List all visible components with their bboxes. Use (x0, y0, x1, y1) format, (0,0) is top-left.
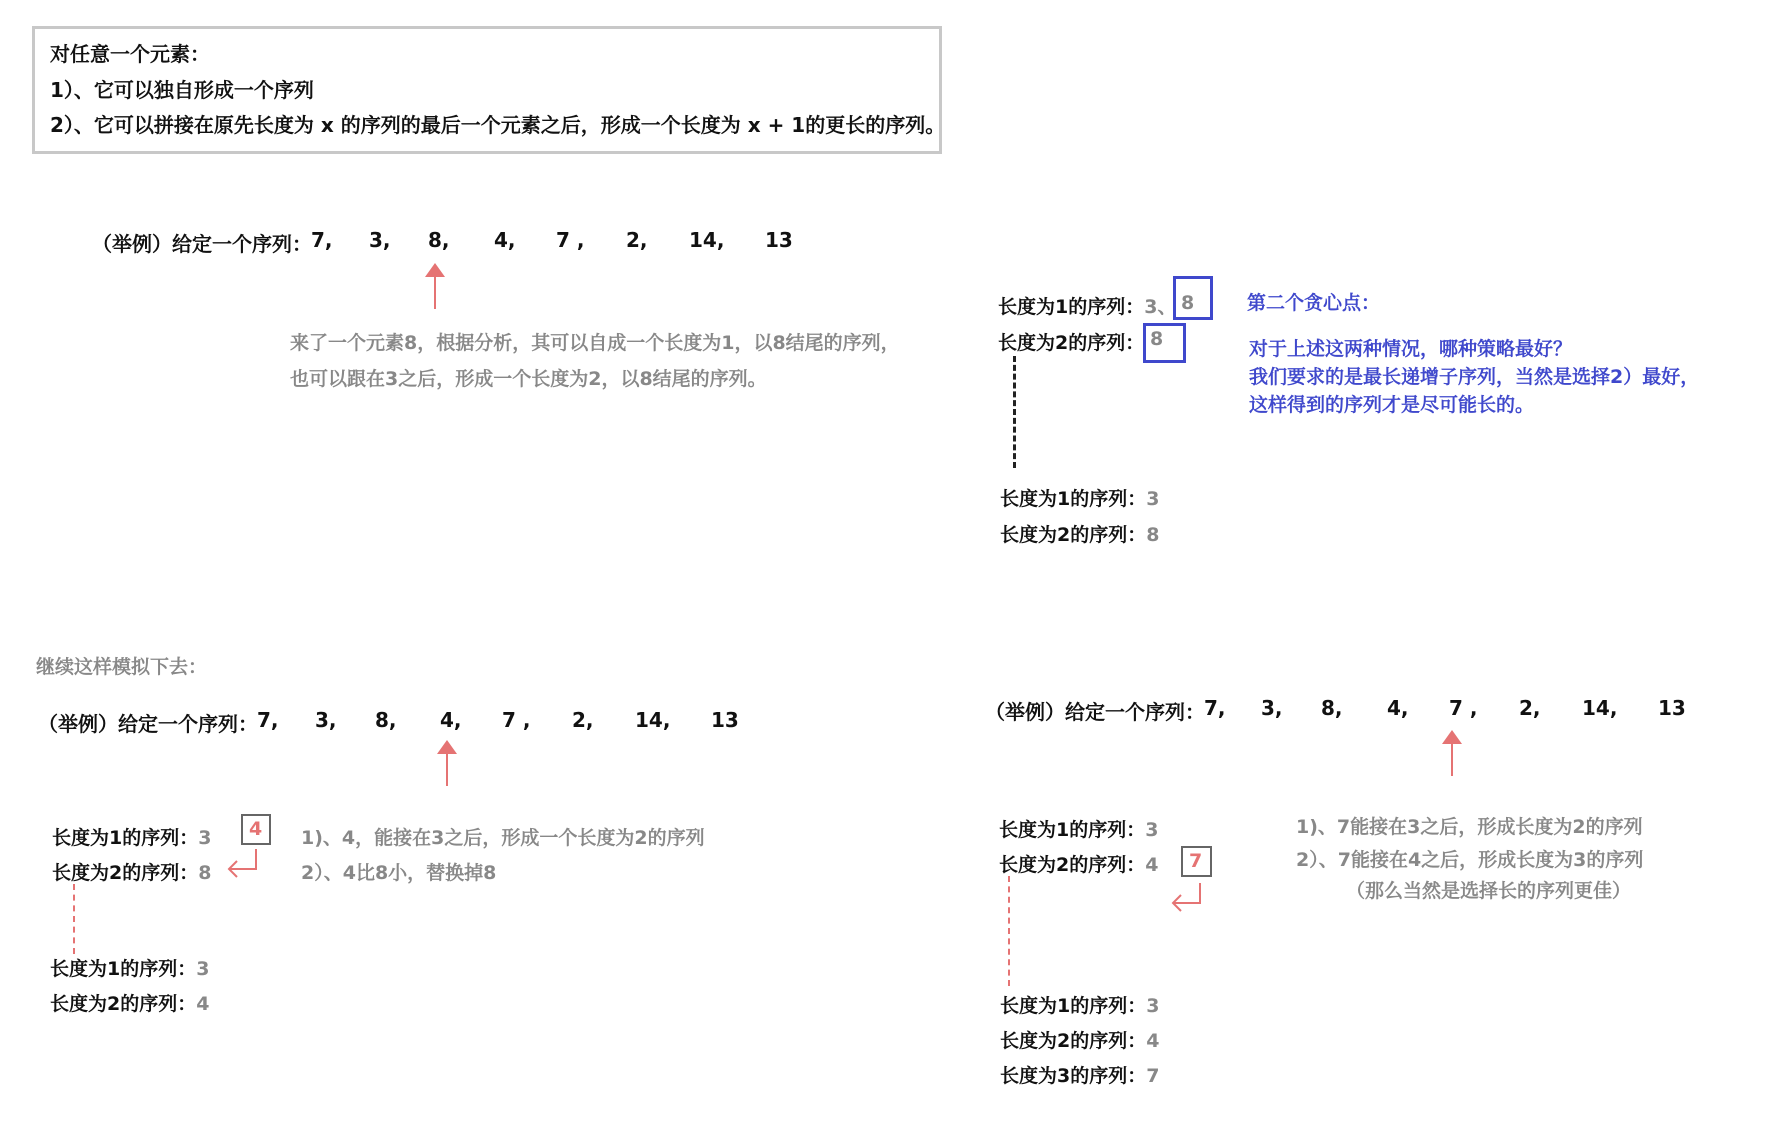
step3-after-len2 (1000, 1026, 1159, 1053)
seq-item: 7, (311, 228, 333, 252)
seq-item: 14, (635, 708, 671, 732)
len1-value: 3 (196, 958, 210, 980)
len2-label: 长度为2的序列： (50, 993, 197, 1015)
continue-label: 继续这样模拟下去： (36, 656, 208, 678)
len2-label: 长度为2的序列： (1000, 1030, 1147, 1052)
len1-label: 长度为1的序列： (1000, 995, 1147, 1017)
len1-label: 长度为1的序列： (52, 827, 199, 849)
len1-label: 长度为1的序列： (1000, 488, 1147, 510)
greedy-after-len2 (1000, 520, 1159, 547)
step3-note-1: 1)、7能接在3之后，形成长度为2的序列 (1296, 816, 1643, 838)
seq-item: 7 , (502, 708, 531, 732)
greedy-title: 第二个贪心点： (1247, 292, 1381, 314)
len1-label: 长度为1的序列： (999, 819, 1146, 841)
greedy-before-len2 (998, 328, 1144, 355)
len2-value: 4 (196, 993, 210, 1015)
len1-value: 3 (1145, 819, 1159, 841)
seq-item: 7 , (556, 228, 585, 252)
seq-item: 4, (494, 228, 516, 252)
intro-line-1: 对任意一个元素： (50, 42, 210, 66)
len1-value: 3 (1146, 488, 1160, 510)
step2-before-len1 (52, 823, 211, 850)
greedy-before-len1 (998, 292, 1176, 319)
len2-label: 长度为2的序列： (1000, 524, 1147, 546)
pointer-arrow-up-icon (1442, 730, 1462, 776)
len2-value: 8 (1146, 524, 1160, 546)
seq-item: 3, (369, 228, 391, 252)
step2-after-len1 (50, 954, 209, 981)
seq-item: 2, (626, 228, 648, 252)
dashed-connector (73, 884, 75, 954)
seq-item: 13 (1658, 696, 1686, 720)
pointer-arrow-up-icon (437, 740, 457, 786)
seq-item: 3, (315, 708, 337, 732)
len1-value: 3、 (1144, 296, 1177, 318)
len1-boxed-value: 8 (1181, 292, 1195, 314)
pointer-arrow-up-icon (425, 263, 445, 309)
len2-label: 长度为2的序列： (999, 854, 1146, 876)
seq-item: 13 (765, 228, 793, 252)
len3-label: 长度为3的序列： (1000, 1065, 1147, 1087)
seq-item: 14, (689, 228, 725, 252)
greedy-question-2: 我们要求的是最长递增子序列，当然是选择2）最好， (1249, 366, 1700, 388)
len2-value: 8 (198, 862, 212, 884)
len2-boxed-value: 8 (1150, 328, 1164, 350)
example-label: （举例）给定一个序列： (38, 712, 258, 736)
greedy-question-3: 这样得到的序列才是尽可能长的。 (1249, 394, 1535, 416)
example-label: （举例）给定一个序列： (92, 232, 312, 256)
seq-item: 13 (711, 708, 739, 732)
seq-item: 7, (257, 708, 279, 732)
len2-value: 4 (1146, 1030, 1160, 1052)
step2-note-1: 1)、4，能接在3之后，形成一个长度为2的序列 (301, 827, 705, 849)
step2-before-len2 (52, 858, 211, 885)
seq-item: 4, (1387, 696, 1409, 720)
boxed-value: 7 (1189, 850, 1203, 872)
step3-note-2: 2）、7能接在4之后，形成长度为3的序列 (1296, 849, 1644, 871)
dashed-connector (1008, 876, 1010, 986)
len2-label: 长度为2的序列： (52, 862, 199, 884)
len1-value: 3 (1146, 995, 1160, 1017)
dashed-connector (1013, 356, 1016, 468)
step3-after-len1 (1000, 991, 1159, 1018)
step1-note-1: 来了一个元素8，根据分析，其可以自成一个长度为1，以8结尾的序列， (290, 332, 900, 354)
len1-value: 3 (198, 827, 212, 849)
seq-item: 8, (428, 228, 450, 252)
greedy-after-len1 (1000, 484, 1159, 511)
intro-line-3: 2）、它可以拼接在原先长度为 x 的序列的最后一个元素之后，形成一个长度为 x + 1的更长的序列。 (50, 113, 946, 137)
step2-after-len2 (50, 989, 209, 1016)
step3-before-len1 (999, 815, 1158, 842)
greedy-question-1: 对于上述这两种情况，哪种策略最好？ (1249, 338, 1573, 360)
seq-item: 8, (375, 708, 397, 732)
example-label: （举例）给定一个序列： (985, 700, 1205, 724)
intro-line-2: 1）、它可以独自形成一个序列 (50, 78, 314, 102)
seq-item: 14, (1582, 696, 1618, 720)
len2-label: 长度为2的序列： (998, 332, 1145, 354)
seq-item: 4, (440, 708, 462, 732)
seq-item: 2, (572, 708, 594, 732)
step2-note-2: 2）、4比8小，替换掉8 (301, 862, 497, 884)
len1-label: 长度为1的序列： (998, 296, 1145, 318)
step3-note-3: （那么当然是选择长的序列更佳） (1346, 880, 1632, 902)
len1-boxed-value: 4 (249, 818, 263, 840)
replace-arrow-icon (224, 847, 262, 881)
seq-item: 3, (1261, 696, 1283, 720)
seq-item: 2, (1519, 696, 1541, 720)
len3-value: 7 (1146, 1065, 1160, 1087)
step3-before-len2 (999, 850, 1158, 877)
seq-item: 7, (1204, 696, 1226, 720)
seq-item: 7 , (1449, 696, 1478, 720)
step3-after-len3 (1000, 1061, 1159, 1088)
replace-arrow-icon (1168, 881, 1206, 915)
len1-label: 长度为1的序列： (50, 958, 197, 980)
seq-item: 8, (1321, 696, 1343, 720)
step1-note-2: 也可以跟在3之后，形成一个长度为2，以8结尾的序列。 (290, 368, 767, 390)
len2-value: 4 (1145, 854, 1159, 876)
